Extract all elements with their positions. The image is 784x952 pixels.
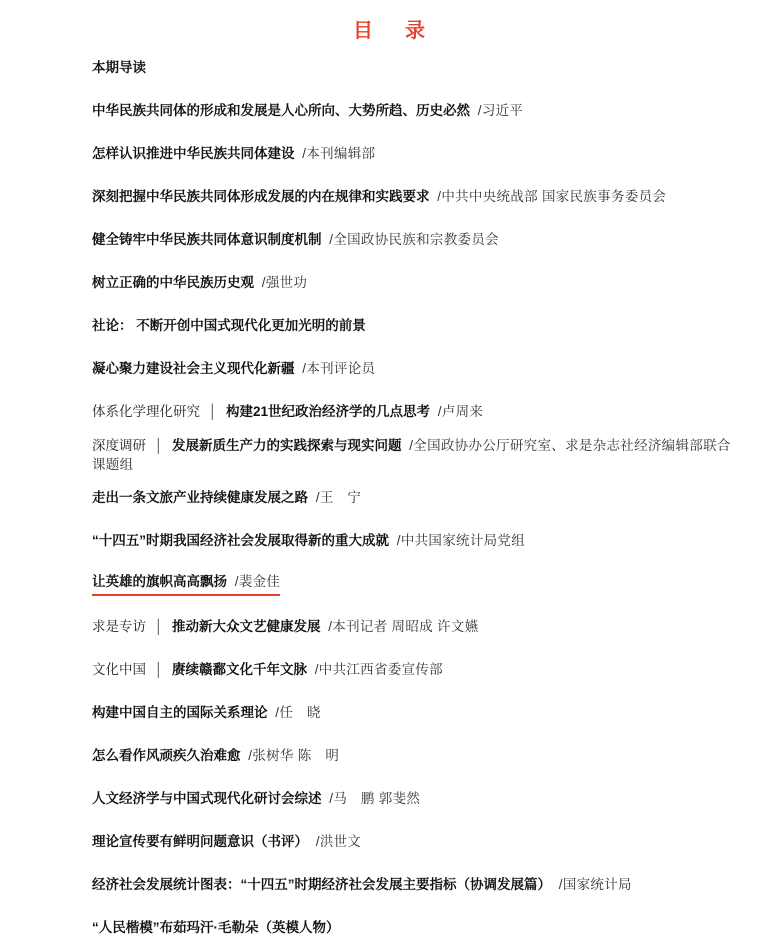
toc-entry-title: “十四五”时期我国经济社会发展取得新的重大成就 xyxy=(92,533,389,549)
toc-entry-author: /任 晓 xyxy=(275,705,321,721)
toc-entry-title: 社论： 不断开创中国式现代化更加光明的前景 xyxy=(92,318,366,334)
toc-entry-author: /国家统计局 xyxy=(558,877,632,893)
toc-entry-title: 中华民族共同体的形成和发展是人心所向、大势所趋、历史必然 xyxy=(92,103,470,119)
toc-entry-author: /全国政协办公厅研究室、求是杂志社经济编辑部联合课题组 xyxy=(92,437,731,472)
list-item[interactable] xyxy=(0,133,784,176)
toc-entry-author: /中共中央统战部 国家民族事务委员会 xyxy=(437,189,667,205)
toc-entry-author: /本刊记者 周昭成 许文嬿 xyxy=(328,619,479,635)
column-divider: │ xyxy=(154,619,164,635)
toc-entry-author: /张树华 陈 明 xyxy=(248,748,340,764)
toc-list xyxy=(0,47,784,950)
list-item[interactable] xyxy=(0,864,784,907)
toc-entry-author: /全国政协民族和宗教委员会 xyxy=(329,232,499,248)
list-item[interactable] xyxy=(0,606,784,649)
list-item[interactable] xyxy=(0,305,784,348)
toc-entry-title: 健全铸牢中华民族共同体意识制度机制 xyxy=(92,232,322,248)
toc-entry-author: /洪世文 xyxy=(315,834,362,850)
toc-entry-title: 让英雄的旗帜高高飘扬 xyxy=(92,574,227,590)
toc-entry-author: /本刊评论员 xyxy=(302,361,376,377)
toc-entry-title: 构建中国自主的国际关系理论 xyxy=(92,705,268,721)
toc-entry-title: 深刻把握中华民族共同体形成发展的内在规律和实践要求 xyxy=(92,189,430,205)
toc-entry-title: 本期导读 xyxy=(92,60,146,76)
list-item[interactable] xyxy=(0,778,784,821)
toc-entry-author: /本刊编辑部 xyxy=(302,146,376,162)
toc-entry-column: 求是专访 xyxy=(92,619,146,635)
toc-entry-title: 发展新质生产力的实践探索与现实问题 xyxy=(171,437,402,453)
list-item[interactable] xyxy=(0,735,784,778)
toc-entry-column: 文化中国 xyxy=(92,662,146,678)
toc-entry-title: 推动新大众文艺健康发展 xyxy=(171,619,321,635)
list-item[interactable] xyxy=(0,649,784,692)
toc-entry-title: 走出一条文旅产业持续健康发展之路 xyxy=(92,490,308,506)
toc-entry-title: 赓续赣鄱文化千年文脉 xyxy=(171,662,307,678)
toc-entry-title: 人文经济学与中国式现代化研讨会综述 xyxy=(92,791,322,807)
toc-entry-author: /中共江西省委宣传部 xyxy=(314,662,443,678)
toc-entry-author: /裴金佳 xyxy=(234,574,281,590)
toc-entry-column: 体系化学理化研究 xyxy=(92,404,200,420)
toc-entry-author: /中共国家统计局党组 xyxy=(396,533,526,549)
toc-entry-author: /马 鹏 郭斐然 xyxy=(329,791,421,807)
list-item[interactable] xyxy=(0,477,784,520)
toc-entry-author: /王 宁 xyxy=(315,490,362,506)
toc-entry-column: 深度调研 xyxy=(92,437,146,453)
list-item[interactable] xyxy=(0,821,784,864)
list-item[interactable] xyxy=(0,90,784,133)
list-item-highlighted[interactable] xyxy=(0,563,784,606)
toc-entry-author: /习近平 xyxy=(477,103,524,119)
list-item[interactable] xyxy=(0,348,784,391)
list-item[interactable] xyxy=(0,520,784,563)
list-item[interactable] xyxy=(0,692,784,735)
toc-entry-title: 怎样认识推进中华民族共同体建设 xyxy=(92,146,295,162)
toc-entry-author: /卢周来 xyxy=(437,404,484,420)
list-item[interactable] xyxy=(0,907,784,950)
list-item[interactable] xyxy=(0,262,784,305)
list-item[interactable] xyxy=(0,434,784,477)
list-item[interactable] xyxy=(0,176,784,219)
column-divider: │ xyxy=(154,662,164,678)
toc-entry-title: 凝心聚力建设社会主义现代化新疆 xyxy=(92,361,295,377)
toc-entry-title: 理论宣传要有鲜明问题意识（书评） xyxy=(92,834,308,850)
toc-entry-title: 经济社会发展统计图表：“十四五”时期经济社会发展主要指标（协调发展篇） xyxy=(92,877,551,893)
toc-entry-author: /强世功 xyxy=(261,275,308,291)
toc-entry-title: 树立正确的中华民族历史观 xyxy=(92,275,254,291)
page-title: 目 录 xyxy=(353,20,431,42)
list-item[interactable] xyxy=(0,391,784,434)
column-divider: │ xyxy=(208,404,218,420)
toc-entry-title: “人民楷模”布茹玛汗·毛勒朵（英模人物） xyxy=(92,920,340,936)
toc-entry-title: 构建21世纪政治经济学的几点思考 xyxy=(225,404,430,420)
toc-entry-title: 怎么看作风顽疾久治难愈 xyxy=(92,748,241,764)
column-divider: │ xyxy=(154,437,164,453)
list-item[interactable] xyxy=(0,47,784,90)
list-item[interactable] xyxy=(0,219,784,262)
